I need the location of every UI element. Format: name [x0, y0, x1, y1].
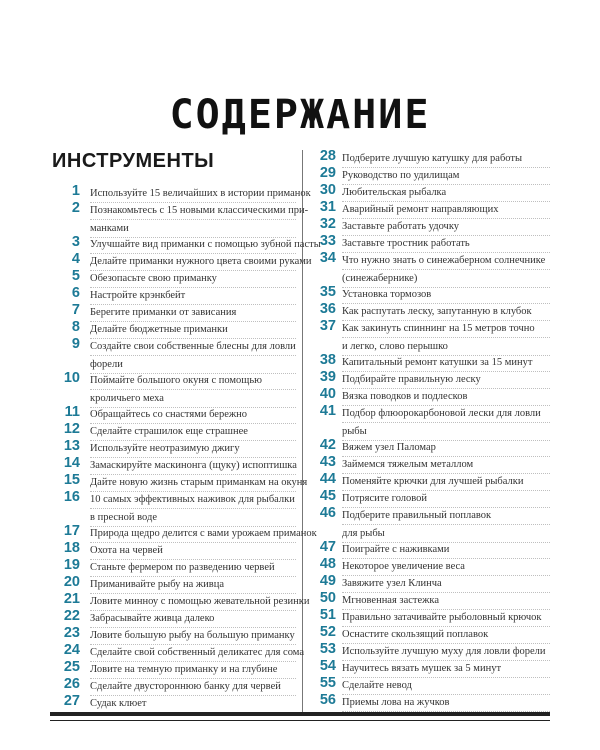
- entry-title-line: Поиграйте с наживками: [342, 541, 550, 559]
- entry-title-line: Заставьте тростник работать: [342, 235, 550, 253]
- entry-title-line: Делайте бюджетные приманки: [90, 321, 296, 339]
- entry-number: 51: [319, 607, 336, 623]
- entry-number: 46: [319, 505, 336, 521]
- entry-title-line: Поменяйте крючки для лучшей рыбалки: [342, 473, 550, 491]
- entry-number: 35: [319, 284, 336, 300]
- entry-number: 54: [319, 658, 336, 674]
- entry-number: 14: [63, 455, 80, 471]
- entry-title: [342, 252, 550, 288]
- entry-title-line: Сделайте двустороннюю банку для червей: [90, 678, 296, 696]
- entry-number: 3: [71, 234, 80, 250]
- entry-number: 22: [63, 608, 80, 624]
- entry-title-line: Используйте неотразимую джигу: [90, 440, 296, 458]
- entry-number: 27: [63, 693, 80, 709]
- entry-title-line: Ловите большую рыбу на большую приманку: [90, 627, 296, 645]
- entry-number: 15: [63, 472, 80, 488]
- entry-title-line: Создайте свои собственные блесны для ловли: [90, 338, 296, 356]
- entry-number: 28: [319, 148, 336, 164]
- entry-number: 25: [63, 659, 80, 675]
- entry-title: [342, 286, 550, 304]
- entry-number: 37: [319, 318, 336, 334]
- entry-number: 1: [71, 183, 80, 199]
- entry-title-line: Мгновенная застежка: [342, 592, 550, 610]
- bottom-rule-thin: [50, 720, 550, 721]
- toc-entry[interactable]: [296, 694, 550, 712]
- entry-number: 40: [319, 386, 336, 402]
- entry-title-line: Используйте лучшую муху для ловли форели: [342, 643, 550, 661]
- entry-title: [342, 609, 550, 627]
- entry-title: [342, 490, 550, 508]
- entry-number: 23: [63, 625, 80, 641]
- entry-number: 17: [63, 523, 80, 539]
- entry-title: [342, 660, 550, 678]
- entry-title-line: Берегите приманки от зависания: [90, 304, 296, 322]
- entry-number: 53: [319, 641, 336, 657]
- entry-title-line: Некоторое увеличение веса: [342, 558, 550, 576]
- entry-title: [342, 201, 550, 219]
- entry-title: [342, 575, 550, 593]
- entry-number: 38: [319, 352, 336, 368]
- entry-number: 7: [71, 302, 80, 318]
- entry-title: [342, 677, 550, 695]
- entry-number: 19: [63, 557, 80, 573]
- entry-title-line: Замаскируйте маскинонга (щуку) испоптишка: [90, 457, 296, 475]
- entry-title-line: Правильно затачивайте рыболовный крючок: [342, 609, 550, 627]
- entry-title-line: Оснастите скользящий поплавок: [342, 626, 550, 644]
- entry-number: 31: [319, 199, 336, 215]
- entry-title-line: Обезопасьте свою приманку: [90, 270, 296, 288]
- entry-number: 9: [71, 336, 80, 352]
- entry-title-line: Аварийный ремонт направляющих: [342, 201, 550, 219]
- entry-title-line: Приманивайте рыбу на живца: [90, 576, 296, 594]
- entry-title-line: Используйте 15 величайших в истории приманок: [90, 185, 296, 203]
- toc-entry[interactable]: [296, 252, 550, 288]
- entry-title: [342, 626, 550, 644]
- entry-title-line: Сделайте свой собственный деликатес для сома: [90, 644, 296, 662]
- toc-entry[interactable]: [296, 405, 550, 441]
- entry-title: [342, 150, 550, 168]
- entry-title: [342, 371, 550, 389]
- entry-number: 45: [319, 488, 336, 504]
- entry-title-line: Подберите правильный поплавок: [342, 507, 550, 525]
- entry-title: [342, 235, 550, 253]
- entry-title-line: Улучшайте вид приманки с помощью зубной пасты: [90, 236, 296, 254]
- entry-number: 39: [319, 369, 336, 385]
- entry-title-line: Заставьте работать удочку: [342, 218, 550, 236]
- entry-title-line: Приемы лова на жучков: [342, 694, 550, 712]
- entry-title-line: Подбор флюорокарбоновой лески для ловли: [342, 405, 550, 423]
- entry-number: 21: [63, 591, 80, 607]
- entry-number: 33: [319, 233, 336, 249]
- entry-title: [342, 218, 550, 236]
- entry-title-line: Вяжем узел Паломар: [342, 439, 550, 457]
- entry-title-line: Как закинуть спиннинг на 15 метров точно: [342, 320, 550, 338]
- entry-number: 49: [319, 573, 336, 589]
- entry-title-line: Природа щедро делится с вами урожаем приманок: [90, 525, 296, 543]
- section-title: ИНСТРУМЕНТЫ: [52, 150, 215, 172]
- entry-number: 20: [63, 574, 80, 590]
- entry-number: 10: [63, 370, 80, 386]
- entry-title-line: форели: [90, 356, 296, 374]
- entry-title-line: Делайте приманки нужного цвета своими руками: [90, 253, 296, 271]
- entry-title-line: рыбы: [342, 423, 550, 441]
- entry-title-line: Ловите минноу с помощью жевательной резинки: [90, 593, 296, 611]
- entry-number: 48: [319, 556, 336, 572]
- entry-title: [342, 388, 550, 406]
- entry-title-line: Подбирайте правильную леску: [342, 371, 550, 389]
- entry-number: 18: [63, 540, 80, 556]
- entry-number: 12: [63, 421, 80, 437]
- entry-title-line: кроличьего меха: [90, 390, 296, 408]
- entry-title-line: Как распутать леску, запутанную в клубок: [342, 303, 550, 321]
- entry-title-line: Капитальный ремонт катушки за 15 минут: [342, 354, 550, 372]
- entry-number: 24: [63, 642, 80, 658]
- entry-number: 6: [71, 285, 80, 301]
- entry-number: 43: [319, 454, 336, 470]
- entry-number: 42: [319, 437, 336, 453]
- entry-title: [342, 694, 550, 712]
- entry-title: [342, 303, 550, 321]
- bottom-rule-thick: [50, 712, 550, 716]
- entry-title-line: Вязка поводков и подлесков: [342, 388, 550, 406]
- entry-title-line: манками: [90, 220, 296, 238]
- entry-title-line: для рыбы: [342, 525, 550, 543]
- entry-title: [342, 320, 550, 356]
- entry-title: [342, 405, 550, 441]
- entry-title: [342, 167, 550, 185]
- entry-number: 2: [71, 200, 80, 216]
- entry-title: [342, 354, 550, 372]
- entry-title-line: 10 самых эффективных наживок для рыбалки: [90, 491, 296, 509]
- entry-number: 44: [319, 471, 336, 487]
- entry-title-line: Дайте новую жизнь старым приманкам на окуня: [90, 474, 296, 492]
- page-title: СОДЕРЖАНИЕ: [169, 92, 431, 138]
- entry-title-line: Займемся тяжелым металлом: [342, 456, 550, 474]
- entry-title: [342, 456, 550, 474]
- entry-number: 26: [63, 676, 80, 692]
- entry-number: 29: [319, 165, 336, 181]
- entry-title-line: Ловите на темную приманку и на глубине: [90, 661, 296, 679]
- entry-title-line: Обращайтесь со снастями бережно: [90, 406, 296, 424]
- entry-number: 4: [71, 251, 80, 267]
- toc-entry[interactable]: [296, 507, 550, 543]
- entry-title-line: Станьте фермером по разведению червей: [90, 559, 296, 577]
- entry-title-line: Научитесь вязать мушек за 5 минут: [342, 660, 550, 678]
- entry-title-line: и легко, слово перышко: [342, 338, 550, 356]
- entry-number: 8: [71, 319, 80, 335]
- entry-number: 56: [319, 692, 336, 708]
- entry-number: 30: [319, 182, 336, 198]
- entry-title: [342, 558, 550, 576]
- entry-title-line: Что нужно знать о синежаберном солнечнике: [342, 252, 550, 270]
- entry-title-line: Руководство по удилищам: [342, 167, 550, 185]
- entry-number: 5: [71, 268, 80, 284]
- entry-title: [342, 507, 550, 543]
- entry-title: [342, 592, 550, 610]
- entry-title-line: Познакомьтесь с 15 новыми классическими при-: [90, 202, 296, 220]
- entry-number: 55: [319, 675, 336, 691]
- entry-title-line: Потрясите головой: [342, 490, 550, 508]
- entry-number: 52: [319, 624, 336, 640]
- entry-number: 36: [319, 301, 336, 317]
- entry-title: [342, 184, 550, 202]
- entry-title-line: Установка тормозов: [342, 286, 550, 304]
- entry-title-line: Завяжите узел Клинча: [342, 575, 550, 593]
- entry-title-line: Охота на червей: [90, 542, 296, 560]
- entry-title-line: Судак клюет: [90, 695, 296, 713]
- entry-number: 34: [319, 250, 336, 266]
- toc-entry[interactable]: [296, 320, 550, 356]
- entry-title-line: Настройте крэнкбейт: [90, 287, 296, 305]
- entry-number: 41: [319, 403, 336, 419]
- entry-title-line: (синежабернике): [342, 270, 550, 288]
- entry-number: 13: [63, 438, 80, 454]
- entry-title-line: Любительская рыбалка: [342, 184, 550, 202]
- entry-number: 50: [319, 590, 336, 606]
- entry-title-line: Поймайте большого окуня с помощью: [90, 372, 296, 390]
- entry-number: 11: [64, 404, 80, 420]
- entry-title-line: Забрасывайте живца далеко: [90, 610, 296, 628]
- entry-title: [342, 439, 550, 457]
- entry-title-line: в пресной воде: [90, 509, 296, 527]
- entry-title-line: Сделайте невод: [342, 677, 550, 695]
- entry-title: [342, 643, 550, 661]
- entry-number: 47: [319, 539, 336, 555]
- entry-title: [342, 541, 550, 559]
- entry-number: 16: [63, 489, 80, 505]
- entry-title-line: Сделайте страшилок еще страшнее: [90, 423, 296, 441]
- entry-title: [342, 473, 550, 491]
- entry-title-line: Подберите лучшую катушку для работы: [342, 150, 550, 168]
- entry-number: 32: [319, 216, 336, 232]
